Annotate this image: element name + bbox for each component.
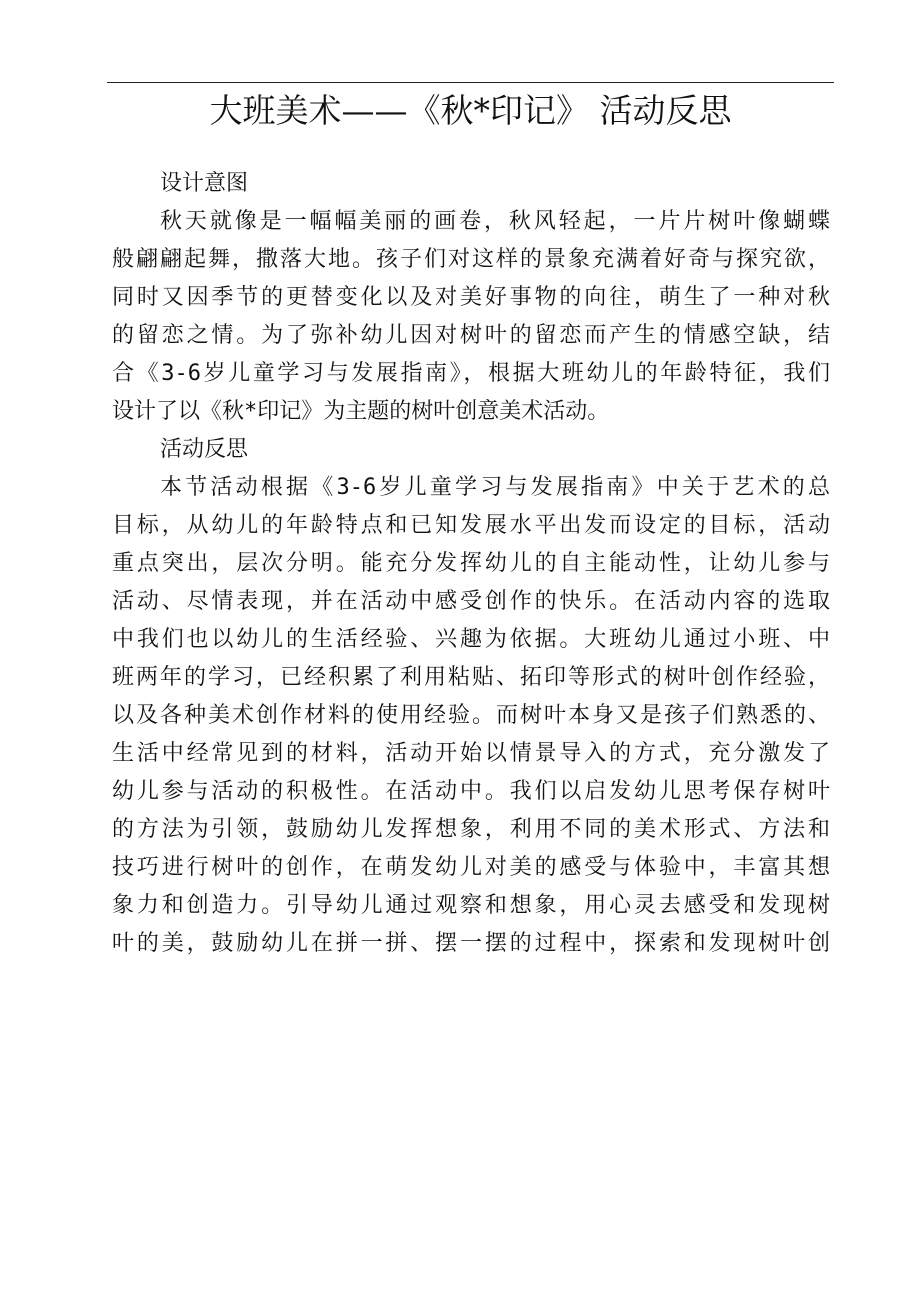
- text-line: 生活中经常见到的材料，活动开始以情景导入的方式，充分激发了: [112, 741, 830, 766]
- document-title: 大班美术——《秋*印记》 活动反思: [209, 91, 732, 130]
- text-line: 般翩翩起舞，撒落大地。孩子们对这样的景象充满着好奇与探究欲，: [112, 247, 830, 272]
- text-line: 技巧进行树叶的创作，在萌发幼儿对美的感受与体验中，丰富其想: [112, 855, 830, 880]
- header-rule: [107, 82, 834, 83]
- section-heading-design-intent: 设计意图: [160, 171, 249, 196]
- text-line: 班两年的学习，已经积累了利用粘贴、拓印等形式的树叶创作经验，: [112, 665, 830, 690]
- text-line: 设计了以《秋*印记》为主题的树叶创意美术活动。: [112, 399, 610, 424]
- paragraph-design-intent: [112, 203, 830, 431]
- text-line: 同时又因季节的更替变化以及对美好事物的向往，萌生了一种对秋: [112, 285, 830, 310]
- text-line: 活动、尽情表现，并在活动中感受创作的快乐。在活动内容的选取: [112, 589, 830, 614]
- paragraph-reflection: [112, 469, 830, 963]
- text-line: 合《3-6岁儿童学习与发展指南》，根据大班幼儿的年龄特征，我们: [112, 361, 830, 386]
- text-line: 以及各种美术创作材料的使用经验。而树叶本身又是孩子们熟悉的、: [112, 703, 830, 728]
- text-line: 重点突出，层次分明。能充分发挥幼儿的自主能动性，让幼儿参与: [112, 551, 830, 576]
- section-heading-reflection: 活动反思: [160, 437, 249, 462]
- text-line: 叶的美，鼓励幼儿在拼一拼、摆一摆的过程中，探索和发现树叶创: [112, 931, 830, 956]
- text-line: 幼儿参与活动的积极性。在活动中。我们以启发幼儿思考保存树叶: [112, 779, 830, 804]
- document-body: [112, 165, 830, 963]
- text-line: 象力和创造力。引导幼儿通过观察和想象，用心灵去感受和发现树: [112, 893, 830, 918]
- text-line: 的方法为引领，鼓励幼儿发挥想象，利用不同的美术形式、方法和: [112, 817, 830, 842]
- text-line: 本节活动根据《3-6岁儿童学习与发展指南》中关于艺术的总: [160, 475, 830, 500]
- text-line: 秋天就像是一幅幅美丽的画卷，秋风轻起，一片片树叶像蝴蝶: [160, 209, 830, 234]
- text-line: 目标，从幼儿的年龄特点和已知发展水平出发而设定的目标，活动: [112, 513, 830, 538]
- text-line: 中我们也以幼儿的生活经验、兴趣为依据。大班幼儿通过小班、中: [112, 627, 830, 652]
- text-line: 的留恋之情。为了弥补幼儿因对树叶的留恋而产生的情感空缺，结: [112, 323, 830, 348]
